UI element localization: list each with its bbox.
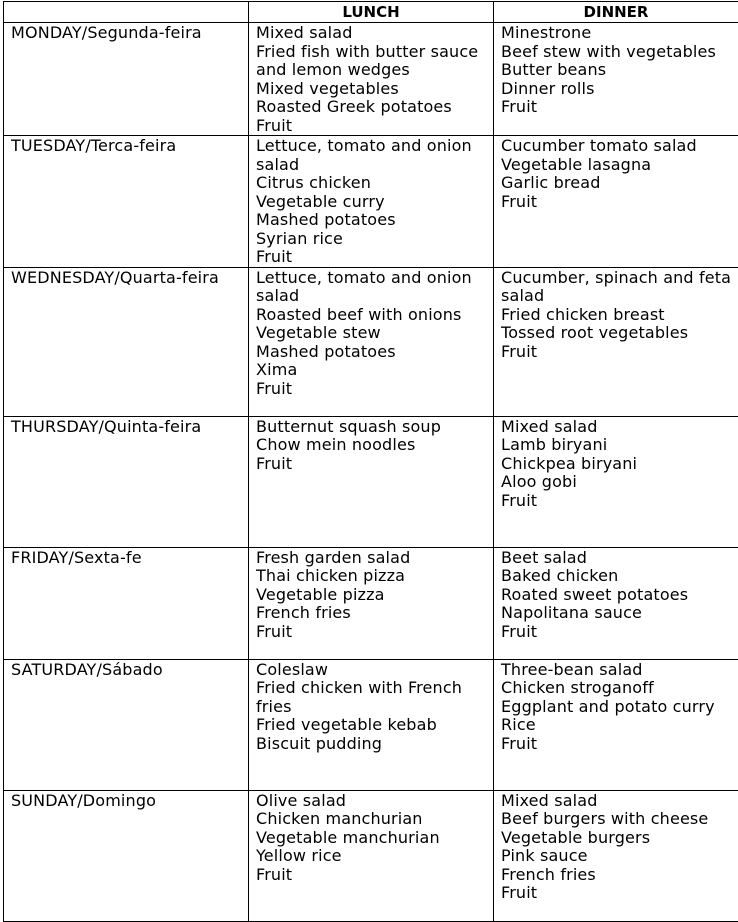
list-item: Mashed potatoes: [256, 211, 493, 230]
dinner-cell: [494, 136, 738, 268]
table-row: [4, 267, 738, 416]
list-item: Fruit: [256, 455, 493, 474]
list-item: Mashed potatoes: [256, 343, 493, 362]
day-cell: THURSDAY/Quinta-feira: [4, 416, 249, 547]
day-cell: MONDAY/Segunda-feira: [4, 23, 249, 136]
list-item: Yellow rice: [256, 847, 493, 866]
list-item: Fruit: [501, 343, 738, 362]
list-item: Minestrone: [501, 24, 738, 43]
list-item: Fried fish with butter sauce and lemon wedges: [256, 43, 493, 80]
dinner-cell: [494, 267, 738, 416]
lunch-cell: [249, 136, 494, 268]
dinner-cell: [494, 790, 738, 921]
list-item: Olive salad: [256, 792, 493, 811]
list-item: Fruit: [256, 380, 493, 399]
list-item: Fruit: [501, 492, 738, 511]
dinner-cell: [494, 547, 738, 659]
lunch-cell: [249, 23, 494, 136]
lunch-cell: [249, 416, 494, 547]
list-item: Dinner rolls: [501, 80, 738, 99]
list-item: Fruit: [256, 866, 493, 885]
day-cell: SATURDAY/Sábado: [4, 659, 249, 790]
list-item: Lettuce, tomato and onion salad: [256, 269, 493, 306]
list-item: Lettuce, tomato and onion salad: [256, 137, 493, 174]
list-item: Syrian rice: [256, 230, 493, 249]
list-item: French fries: [256, 604, 493, 623]
list-item: Vegetable lasagna: [501, 156, 738, 175]
list-item: Coleslaw: [256, 661, 493, 680]
list-item: Biscuit pudding: [256, 735, 493, 754]
list-item: Roasted beef with onions: [256, 306, 493, 325]
list-item: Three-bean salad: [501, 661, 738, 680]
list-item: Baked chicken: [501, 567, 738, 586]
day-cell: WEDNESDAY/Quarta-feira: [4, 267, 249, 416]
dinner-cell: [494, 659, 738, 790]
list-item: Fruit: [501, 98, 738, 117]
list-item: Mixed salad: [501, 418, 738, 437]
list-item: Chickpea biryani: [501, 455, 738, 474]
list-item: Fruit: [501, 735, 738, 754]
list-item: Fruit: [256, 623, 493, 642]
table-row: [4, 790, 738, 921]
list-item: Butter beans: [501, 61, 738, 80]
list-item: Beef burgers with cheese: [501, 810, 738, 829]
table-row: [4, 136, 738, 268]
table-row: [4, 416, 738, 547]
list-item: Cucumber tomato salad: [501, 137, 738, 156]
list-item: Roated sweet potatoes: [501, 586, 738, 605]
day-cell: FRIDAY/Sexta-fe: [4, 547, 249, 659]
weekly-menu-table: [3, 1, 738, 922]
list-item: Rice: [501, 716, 738, 735]
list-item: Beet salad: [501, 549, 738, 568]
table-row: [4, 23, 738, 136]
list-item: Lamb biryani: [501, 436, 738, 455]
list-item: Butternut squash soup: [256, 418, 493, 437]
dinner-column-header: DINNER: [494, 2, 738, 23]
lunch-cell: [249, 790, 494, 921]
list-item: Vegetable manchurian: [256, 829, 493, 848]
list-item: Vegetable stew: [256, 324, 493, 343]
list-item: Pink sauce: [501, 847, 738, 866]
list-item: Fried vegetable kebab: [256, 716, 493, 735]
list-item: Fruit: [501, 193, 738, 212]
list-item: Roasted Greek potatoes: [256, 98, 493, 117]
list-item: Tossed root vegetables: [501, 324, 738, 343]
day-cell: SUNDAY/Domingo: [4, 790, 249, 921]
list-item: Citrus chicken: [256, 174, 493, 193]
lunch-column-header: LUNCH: [249, 2, 494, 23]
list-item: Fruit: [256, 248, 493, 267]
list-item: Eggplant and potato curry: [501, 698, 738, 717]
list-item: Fruit: [501, 884, 738, 903]
list-item: Chow mein noodles: [256, 436, 493, 455]
day-cell: TUESDAY/Terca-feira: [4, 136, 249, 268]
table-row: [4, 547, 738, 659]
list-item: Vegetable pizza: [256, 586, 493, 605]
list-item: Chicken manchurian: [256, 810, 493, 829]
list-item: Cucumber, spinach and feta salad: [501, 269, 738, 306]
table-row: [4, 659, 738, 790]
list-item: Vegetable burgers: [501, 829, 738, 848]
list-item: Mixed vegetables: [256, 80, 493, 99]
list-item: Fried chicken with French fries: [256, 679, 493, 716]
list-item: Mixed salad: [501, 792, 738, 811]
day-column-header: [4, 2, 249, 23]
list-item: French fries: [501, 866, 738, 885]
list-item: Fried chicken breast: [501, 306, 738, 325]
list-item: Fresh garden salad: [256, 549, 493, 568]
dinner-cell: [494, 23, 738, 136]
header-row: [4, 2, 738, 23]
list-item: Mixed salad: [256, 24, 493, 43]
list-item: Aloo gobi: [501, 473, 738, 492]
lunch-cell: [249, 267, 494, 416]
list-item: Garlic bread: [501, 174, 738, 193]
list-item: Fruit: [256, 117, 493, 136]
lunch-cell: [249, 659, 494, 790]
list-item: Thai chicken pizza: [256, 567, 493, 586]
list-item: Napolitana sauce: [501, 604, 738, 623]
list-item: Chicken stroganoff: [501, 679, 738, 698]
lunch-cell: [249, 547, 494, 659]
list-item: Fruit: [501, 623, 738, 642]
list-item: Vegetable curry: [256, 193, 493, 212]
list-item: Beef stew with vegetables: [501, 43, 738, 62]
list-item: Xima: [256, 361, 493, 380]
dinner-cell: [494, 416, 738, 547]
